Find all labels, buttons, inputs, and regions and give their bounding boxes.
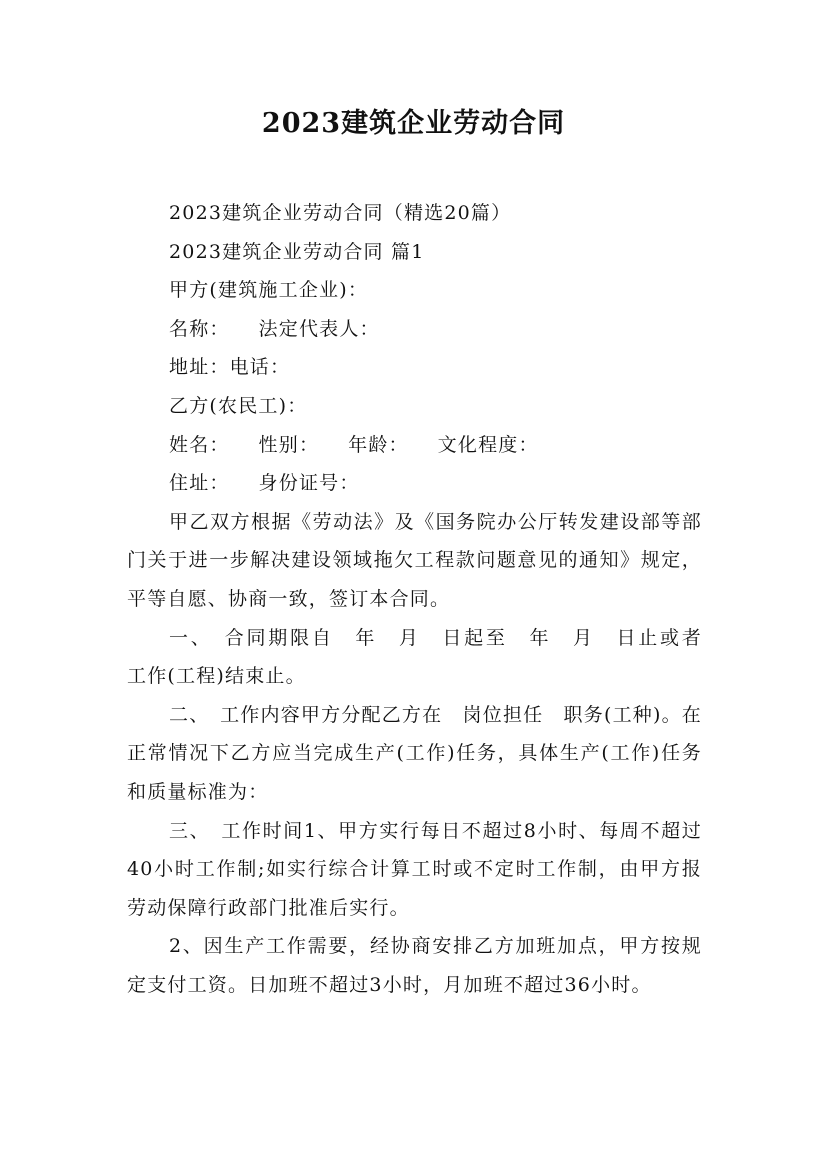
- party-a-label: 甲方(建筑施工企业)：: [169, 279, 369, 302]
- party-b-address-line: 住址： 身份证号：: [169, 472, 360, 495]
- party-b-info-line: 姓名： 性别： 年龄： 文化程度：: [169, 433, 539, 456]
- subtitle-line: 2023建筑企业劳动合同（精选20篇）: [169, 202, 512, 224]
- paragraph-work-time: 三、 工作时间1、甲方实行每日不超过8小时、每周不超过40小时工作制;如实行综合计算工时或不定时工作制，由甲方报劳动保障行政部门批准后实行。: [127, 819, 702, 919]
- party-a-name-line: 名称： 法定代表人：: [169, 317, 380, 340]
- document-body: [127, 194, 723, 1004]
- paragraph-overtime: 2、因生产工作需要，经协商安排乙方加班加点，甲方按规定支付工资。日加班不超过3小时，月加班不超过36小时。: [127, 935, 702, 996]
- party-b-label: 乙方(农民工)：: [169, 394, 308, 417]
- paragraph-work-content: 二、 工作内容甲方分配乙方在 岗位担任 职务(工种)。在正常情况下乙方应当完成生产(工作)任务，具体生产(工作)任务和质量标准为：: [127, 703, 702, 803]
- paragraph-intro: 甲乙双方根据《劳动法》及《国务院办公厅转发建设部等部门关于进一步解决建设领域拖欠工程款问题意见的通知》规定，平等自愿、协商一致，签订本合同。: [127, 510, 702, 610]
- paragraph-term: 一、 合同期限自 年 月 日起至 年 月 日止或者 工作(工程)结束止。: [127, 626, 723, 688]
- document-title: 2023建筑企业劳动合同: [261, 108, 566, 139]
- section-heading: 2023建筑企业劳动合同 篇1: [169, 240, 425, 263]
- party-a-address-line: 地址：电话：: [169, 356, 291, 379]
